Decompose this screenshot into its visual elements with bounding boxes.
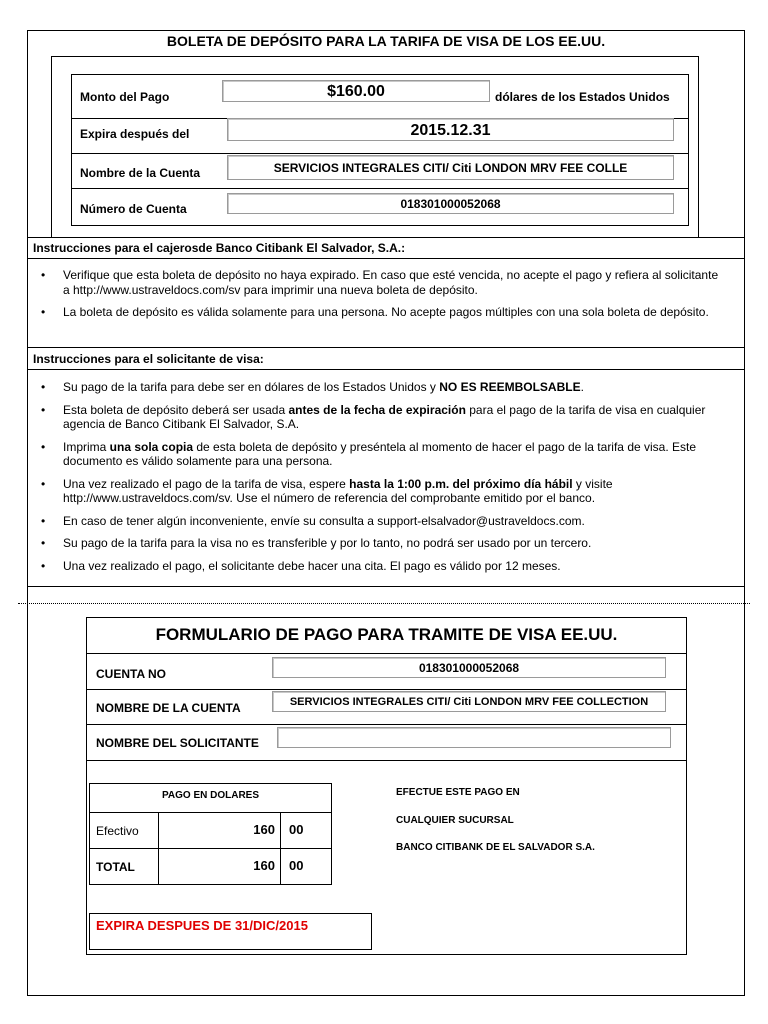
divider [89,812,332,813]
list-item: • Una vez realizado el pago de la tarifa de visa, espere hasta la 1:00 p.m. del próximo día hábil y visite http://www.ustraveldocs.com/sv. Use el número de referencia del comprobante emitido por el banco. [33,477,723,506]
solicitante-list [33,380,723,581]
numero-cuenta-field[interactable]: 018301000052068 [227,193,674,214]
divider [280,812,281,885]
cajeros-heading: Instrucciones para el cajerosde Banco Citibank El Salvador, S.A.: [33,241,406,255]
efectue-line-3: BANCO CITIBANK DE EL SALVADOR S.A. [396,842,595,853]
efectivo-cents: 00 [289,822,304,837]
nombre-cuenta-form-label: NOMBRE DE LA CUENTA [96,701,241,715]
monto-field[interactable]: $160.00 [222,80,490,102]
list-item: • Esta boleta de depósito deberá ser usada antes de la fecha de expiración para el pago de la tarifa de visa en cualquier agencia de Banco Citibank El Salvador, S.A. [33,403,723,432]
monto-label: Monto del Pago [80,90,170,104]
divider [86,760,687,761]
nombre-cuenta-field[interactable]: SERVICIOS INTEGRALES CITI/ Citi LONDON MRV FEE COLLE [227,155,674,180]
divider [89,848,332,849]
total-amount: 160 [253,858,275,873]
list-item: • La boleta de depósito es válida solamente para una persona. No acepte pagos múltiples con una sola boleta de depósito. [33,305,723,320]
list-item: • Verifique que esta boleta de depósito no haya expirado. En caso que esté vencida, no acepte el pago y refiera al solicitante a http://www.ustraveldocs.com/sv para imprimir una nueva boleta de depósito. [33,268,723,297]
cuenta-no-field[interactable]: 018301000052068 [272,657,666,678]
cut-line [18,603,750,604]
divider [86,724,687,725]
efectue-line-2: CUALQUIER SUCURSAL [396,815,514,826]
divider [71,153,689,154]
divider [27,586,745,587]
list-item: • Una vez realizado el pago, el solicitante debe hacer una cita. El pago es válido por 12 meses. [33,559,723,574]
divider [27,237,745,238]
document-title: BOLETA DE DEPÓSITO PARA LA TARIFA DE VISA DE LOS EE.UU. [166,33,606,49]
monto-suffix: dólares de los Estados Unidos [495,90,670,104]
nombre-solicitante-label: NOMBRE DEL SOLICITANTE [96,736,259,750]
total-label: TOTAL [96,860,135,874]
numero-cuenta-label: Número de Cuenta [80,202,187,216]
divider [27,369,745,370]
solicitante-heading: Instrucciones para el solicitante de visa: [33,352,264,366]
divider [27,258,745,259]
cuenta-no-label: CUENTA NO [96,667,166,681]
list-item: • Su pago de la tarifa para debe ser en dólares de los Estados Unidos y NO ES REEMBOLSABLE. [33,380,723,395]
nombre-cuenta-form-field[interactable]: SERVICIOS INTEGRALES CITI/ Citi LONDON MRV FEE COLLECTION [272,691,666,712]
divider [86,689,687,690]
list-item: • En caso de tener algún inconveniente, envíe su consulta a support-elsalvador@ustraveldocs.com. [33,514,723,529]
efectivo-label: Efectivo [96,824,139,838]
payment-form-title: FORMULARIO DE PAGO PARA TRAMITE DE VISA EE.UU. [155,625,618,644]
divider [27,347,745,348]
efectue-line-1: EFECTUE ESTE PAGO EN [396,787,520,798]
total-cents: 00 [289,858,304,873]
expira-field[interactable]: 2015.12.31 [227,118,674,141]
divider [71,188,689,189]
cajeros-list [33,268,723,328]
expira-notice: EXPIRA DESPUES DE 31/DIC/2015 [89,913,372,950]
expira-label: Expira después del [80,127,190,141]
list-item: • Su pago de la tarifa para la visa no es transferible y por lo tanto, no podrá ser usado por un tercero. [33,536,723,551]
nombre-solicitante-field[interactable] [277,727,671,748]
nombre-cuenta-label: Nombre de la Cuenta [80,166,201,180]
list-item: • Imprima una sola copia de esta boleta de depósito y preséntela al momento de hacer el pago de la tarifa de visa. Este documento es válido solamente para una persona. [33,440,723,469]
pago-table-header: PAGO EN DOLARES [161,790,260,801]
efectivo-amount: 160 [253,822,275,837]
